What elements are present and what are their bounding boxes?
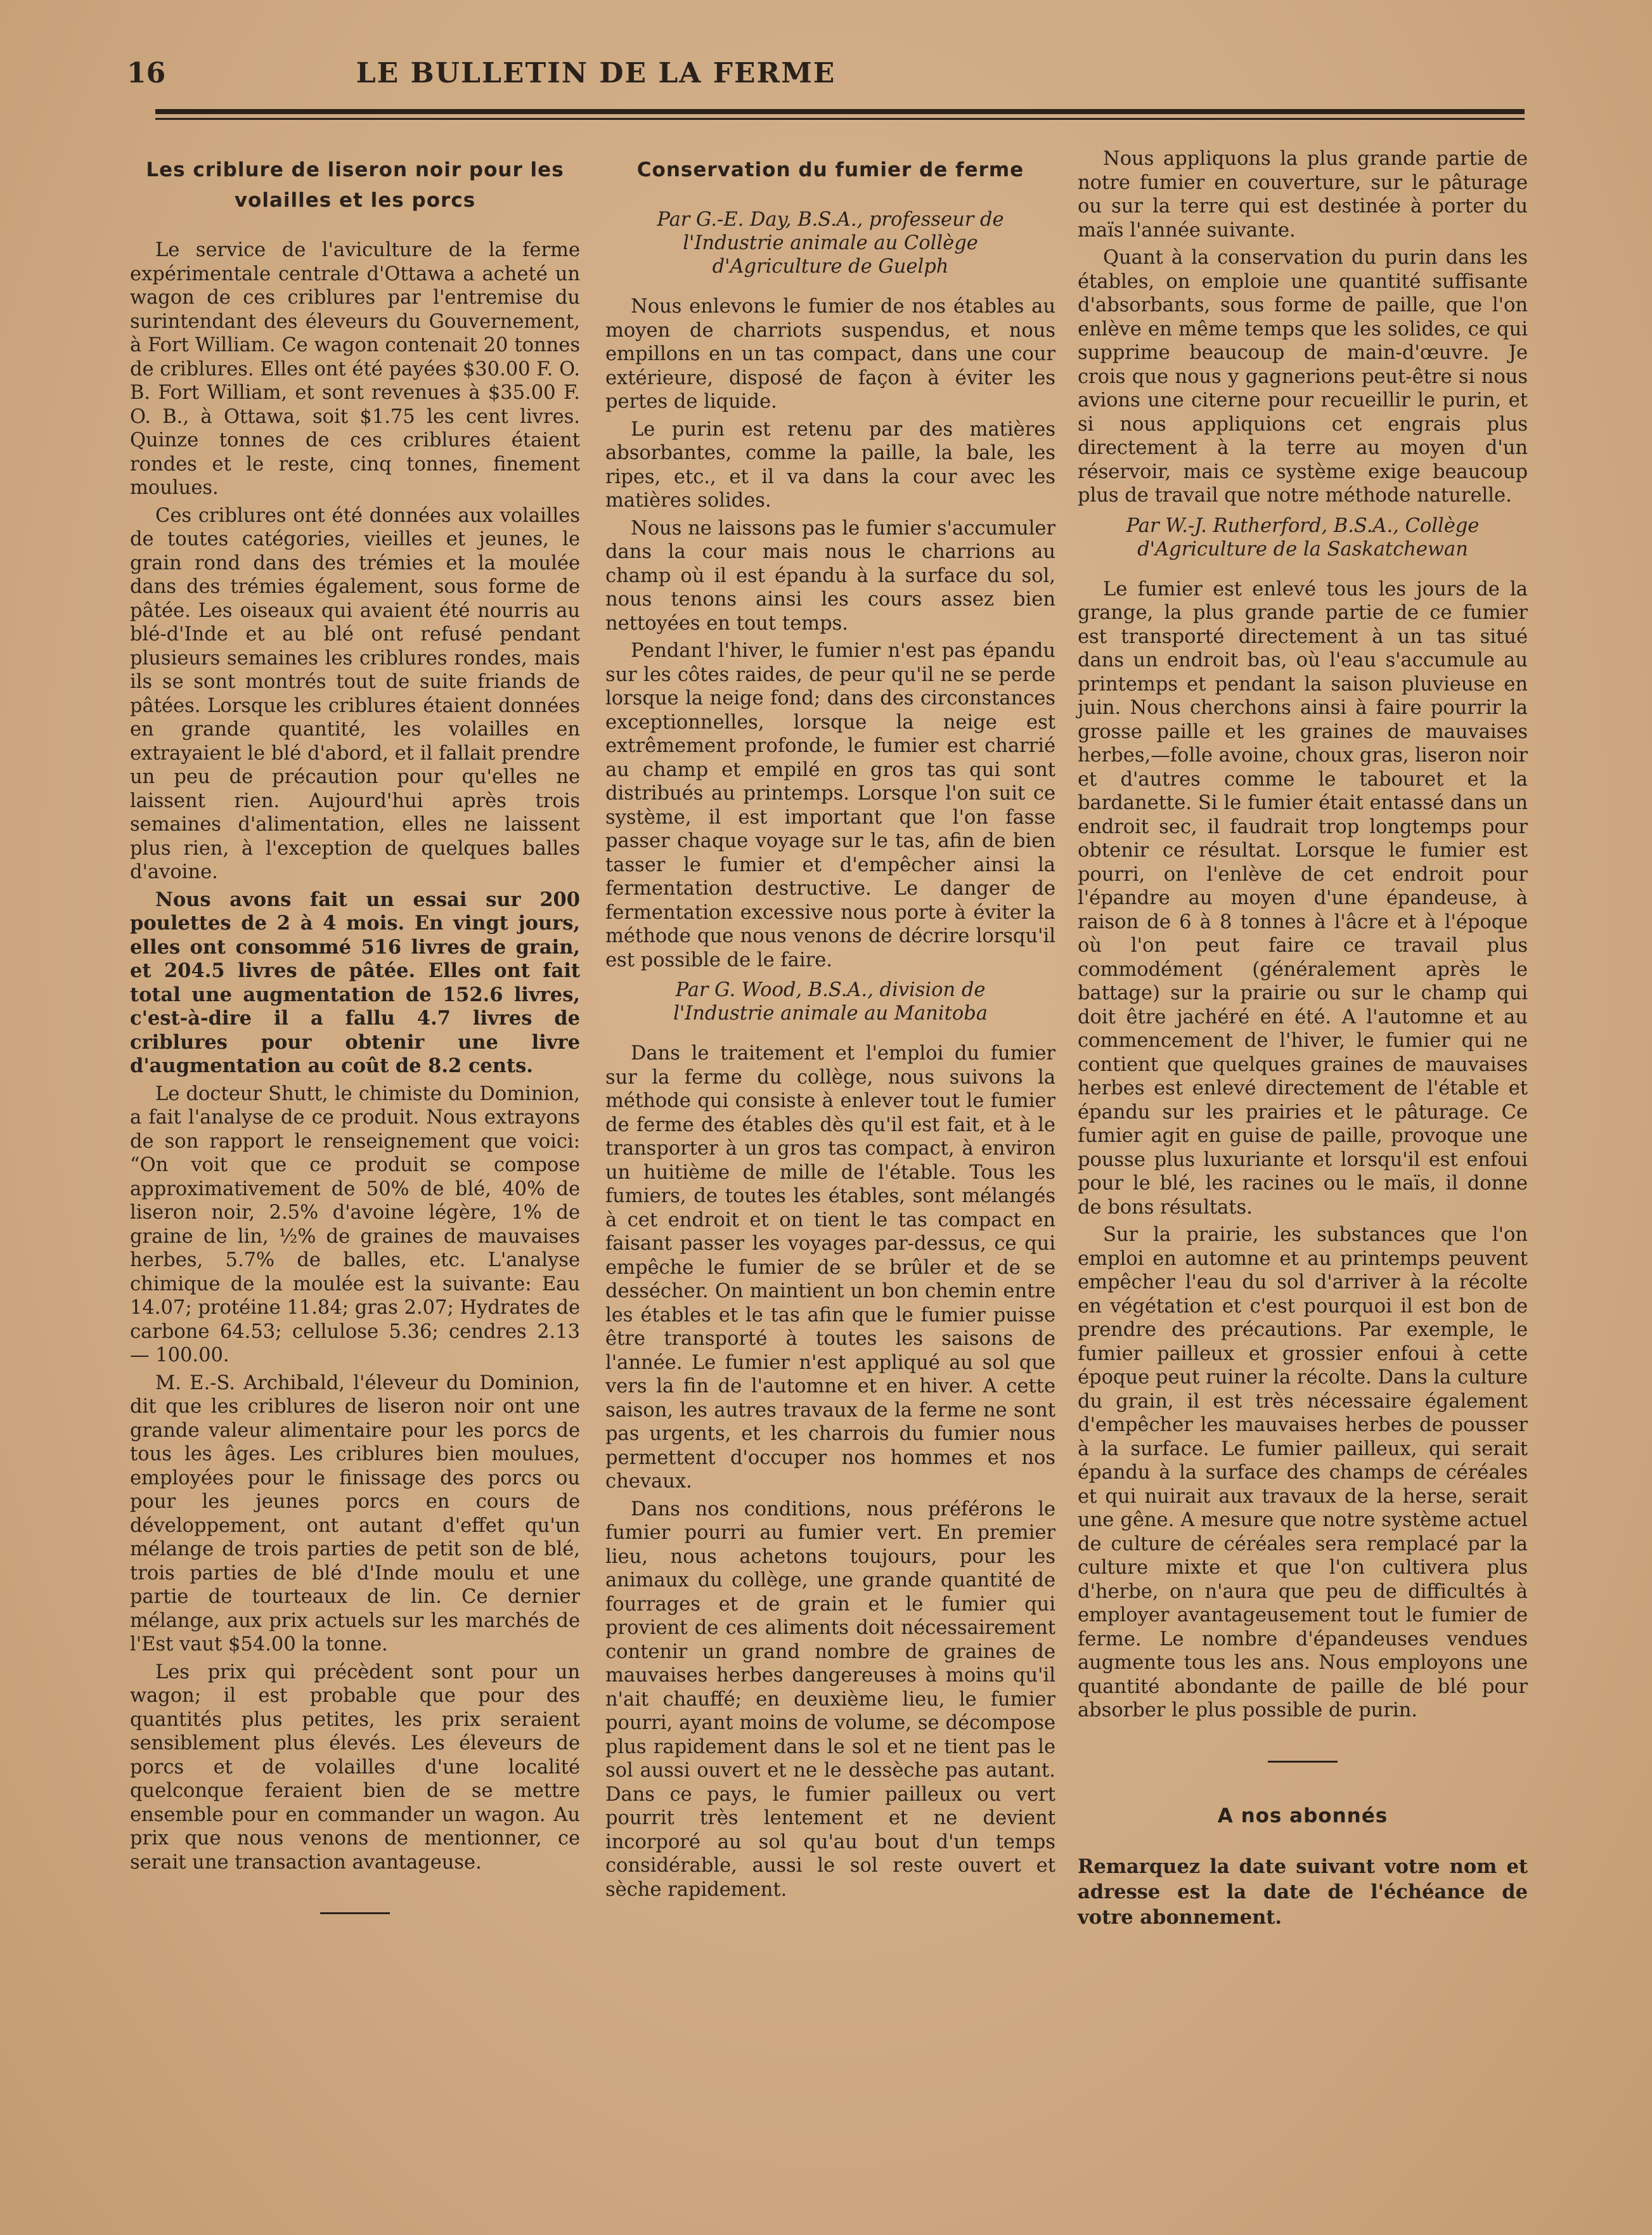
byline-rutherford: Par W.-J. Rutherford, B.S.A., Collège d'Agriculture de la Saskatchewan: [1126, 514, 1480, 560]
header-rule-thin: [155, 118, 1525, 120]
header-rule-thick: [155, 109, 1525, 114]
paragraph: Nous enlevons le fumier de nos étables au moyen de charriots suspendus, et nous empillons en un tas compact, dans une cour extérieure, disposé de façon à éviter les pertes de liquide.: [605, 295, 1055, 413]
article-heading-fumier: Conservation du fumier de ferme: [636, 159, 1024, 181]
paragraph: Le purin est retenu par des matières absorbantes, comme la paille, la bale, les ripes, etc., et il va dans la cour avec les matières solides.: [605, 418, 1055, 512]
paragraph: Nous appliquons la plus grande partie de notre fumier en couverture, sur le pâturage ou sur la terre qui est destinée à porter du maïs l'année suivante.: [1078, 148, 1528, 242]
paragraph: Le docteur Shutt, le chimiste du Dominion, a fait l'analyse de ce produit. Nous extrayons de son rapport le renseignement que voici: “On voit que ce produit se compose approximativement de 50% de blé, 40% de liseron noir, 2.5% d'avoine légère, 1% de graine de lin, ½% de graines de mauvaises herbes, 5.7% de balles, etc. L'analyse chimique de la moulée est la suivante: Eau 14.07; protéine 11.84; gras 2.07; Hydrates de carbone 64.53; cellulose 5.36; cendres 2.13 — 100.00.: [130, 1082, 580, 1366]
paragraph: Le service de l'aviculture de la ferme expérimentale centrale d'Ottawa a acheté un wagon de ces criblures par l'entremise du surintendant des éleveurs du Gouvernement, à Fort William. Ce wagon contenait 20 tonnes de criblures. Elles ont été payées $30.00 F. O. B. Fort William, et sont revenues à $35.00 F. O. B., à Ottawa, soit $1.75 les cent livres. Quinze tonnes de ces criblures étaient rondes et le reste, cinq tonnes, finement moulues.: [130, 239, 580, 499]
paragraph: Les prix qui précèdent sont pour un wagon; il est probable que pour des quantités plus petites, les prix seraient sensiblement plus élevés. Les éleveurs de porcs et de volailles d'une localité quelconque feraient bien de se mettre ensemble pour en commander un wagon. Au prix que nous venons de mentionner, ce serait une transaction avantageuse.: [130, 1661, 580, 1874]
section-divider: [320, 1912, 390, 1914]
paragraph: Dans le traitement et l'emploi du fumier sur la ferme du collège, nous suivons la méthode qui consiste à enlever tout le fumier de ferme des étables dès qu'il est fait, et à le transporter à un gros tas compact, à environ un huitième de mille de l'étable. Tous les fumiers, de toutes les étables, sont mélangés à cet endroit et on tient le tas compact en faisant passer les voyages par-dessus, ce qui empêche le fumier de se brûler et de se dessécher. On maintient un bon chemin entre les étables et le tas afin que le fumier puisse être transporté à toutes les saisons de l'année. Le fumier n'est appliqué au sol que vers la fin de l'automne et en hiver. A cette saison, les autres travaux de la ferme ne sont pas urgents, et les charrois du fumier nous permettent d'occuper nos hommes et nos chevaux.: [605, 1042, 1055, 1493]
paragraph: Quant à la conservation du purin dans les étables, on emploie une quantité suffisante d'absorbants, sous forme de paille, que l'on enlève en même temps que les solides, ce qui supprime beaucoup de main-d'œuvre. Je crois que nous y gagnerions peut-être si nous avions une citerne pour recueillir le purin, et si nous appliquions cet engrais plus directement à la terre au moyen d'un réservoir, mais ce système exige beaucoup plus de travail que notre méthode naturelle.: [1078, 247, 1528, 507]
paragraph: Pendant l'hiver, le fumier n'est pas épandu sur les côtes raides, de peur qu'il ne se perde lorsque la neige fond; dans des circonstances exceptionnelles, lorsque la neige est extrêmement profonde, le fumier est charrié au champ et empilé en gros tas qui sont distribués au printemps. Lorsque l'on suit ce système, il est important que l'on fasse passer chaque voyage sur le tas, afin de bien tasser le fumier et d'empêcher ainsi la fermentation destructive. Le danger de fermentation excessive nous porte à éviter la méthode que nous venons de décrire lorsqu'il est possible de le faire.: [605, 640, 1055, 971]
page-header: [127, 57, 1065, 95]
article-heading-criblures: Les criblure de liseron noir pour les volailles et les porcs: [146, 159, 564, 212]
byline-day: Par G.-E. Day, B.S.A., professeur de l'Industrie animale au Collège d'Agriculture de Guelph: [657, 209, 1004, 278]
paragraph: Dans nos conditions, nous préférons le fumier pourri au fumier vert. En premier lieu, nous achetons toujours, pour les animaux du collège, une grande quantité de fourrages et de grain et le fumier qui provient de ces aliments doit nécessairement contenir un grand nombre de graines de mauvaises herbes dangereuses à moins qu'il n'ait chauffé; en deuxième lieu, le fumier pourri, ayant moins de volume, se décompose plus rapidement dans le sol et ne tient pas le sol aussi ouvert et ne le dessèche pas autant. Dans ce pays, le fumier pailleux ou vert pourrit très lentement et ne devient incorporé au sol qu'au bout d'un temps considérable, aussi le sol reste ouvert et sèche rapidement.: [605, 1498, 1055, 1901]
subscription-notice: Remarquez la date suivant votre nom et adresse est la date de l'échéance de votre abonnement.: [1078, 1855, 1528, 1929]
column-2: [605, 147, 1055, 1905]
byline-wood: Par G. Wood, B.S.A., division de l'Industrie animale au Manitoba: [673, 979, 988, 1025]
paragraph: Sur la prairie, les substances que l'on emploi en automne et au printemps peuvent empêcher l'eau du sol d'arriver à la récolte en végétation et c'est pourquoi il est bon de prendre des précautions. Par exemple, le fumier pailleux et grossier enfoui à cette époque peut ruiner la récolte. Dans la culture du grain, il est très nécessaire également d'empêcher les mauvaises herbes de pousser à la surface. Le fumier pailleux, qui serait épandu à la surface des champs de céréales et qui nuirait aux travaux de la herse, serait une gêne. A mesure que notre système actuel de culture de céréales sera remplacé par la culture mixte et que l'on cultivera plus d'herbe, on n'aura que peu de difficultés à employer avantageusement tout le fumier de ferme. Le nombre d'épandeuses vendues augmente tous les ans. Nous employons une quantité abondante de paille de blé pour absorber le plus possible de purin.: [1078, 1224, 1528, 1721]
running-title: LE BULLETIN DE LA FERME: [356, 57, 836, 89]
paragraph: Nous ne laissons pas le fumier s'accumuler dans la cour mais nous le charrions au champ où il est épandu à la surface du sol, nous tenons ainsi les cours assez bien nettoyées en tout temps.: [605, 517, 1055, 635]
paragraph: Ces criblures ont été données aux volailles de toutes catégories, vieilles et jeunes, le grain rond dans des trémies et la moulée dans des trémies également, sous forme de pâtée. Les oiseaux qui avaient été nourris au blé-d'Inde et au blé ont refusé pendant plusieurs semaines les criblures rondes, mais ils se sont montrés tout de suite friands de pâtées. Lorsque les criblures étaient données en grande quantité, les volailles en extrayaient le blé d'abord, et il fallait prendre un peu de précaution pour qu'elles ne laissent rien. Aujourd'hui après trois semaines d'alimentation, elles ne laissent plus rien, à l'exception de quelques balles d'avoine.: [130, 504, 580, 883]
paragraph: M. E.-S. Archibald, l'éleveur du Dominion, dit que les criblures de liseron noir ont une grande valeur alimentaire pour les porcs de tous les âges. Les criblures bien moulues, employées pour le finissage des porcs ou pour les jeunes porcs en cours de développement, ont autant d'effet qu'un mélange de trois parties de petit son de blé, trois parties de blé d'Inde moulu et une partie de tourteaux de lin. Ce dernier mélange, aux prix actuels sur les marchés de l'Est vaut $54.00 la tonne.: [130, 1371, 580, 1655]
page-number: 16: [127, 57, 166, 89]
column-3: [1078, 147, 1528, 1934]
paragraph: Nous avons fait un essai sur 200 poulettes de 2 à 4 mois. En vingt jours, elles ont consommé 516 livres de grain, et 204.5 livres de pâtée. Elles ont fait total une augmentation de 152.6 livres, c'est-à-dire il a fallu 4.7 livres de criblures pour obtenir une livre d'augmentation au coût de 8.2 cents.: [130, 888, 580, 1077]
paragraph: Le fumier est enlevé tous les jours de la grange, la plus grande partie de ce fumier est transporté directement à un tas situé dans un endroit bas, où l'eau s'accumule au printemps et pendant la saison pluvieuse en juin. Nous cherchons ainsi à faire pourrir la grosse paille et les graines de mauvaises herbes,—folle avoine, choux gras, liseron noir et d'autres comme le tabouret et la bardanette. Si le fumier était entassé dans un endroit sec, il faudrait trop longtemps pour obtenir ce résultat. Lorsque le fumier est pourri, on l'enlève de cet endroit pour l'épandre au moyen d'une épandeuse, à raison de 6 à 8 tonnes à l'âcre et à l'époque où l'on peut faire ce travail plus commodément (généralement après le battage) sur la prairie ou sur le champ qui doit être jachéré en été. A l'automne et au commencement de l'hiver, le fumier qui ne contient que quelques graines de mauvaises herbes est enlevé directement de l'étable et épandu sur les prairies et le pâturage. Ce fumier agit en guise de paille, provoque une pousse plus luxuriante et lorsqu'il est enfoui pour le blé, les racines ou le maïs, il donne de bons résultats.: [1078, 578, 1528, 1219]
notice-heading: A nos abonnés: [1217, 1804, 1388, 1827]
section-divider: [1268, 1761, 1338, 1763]
column-1: [130, 147, 580, 1952]
